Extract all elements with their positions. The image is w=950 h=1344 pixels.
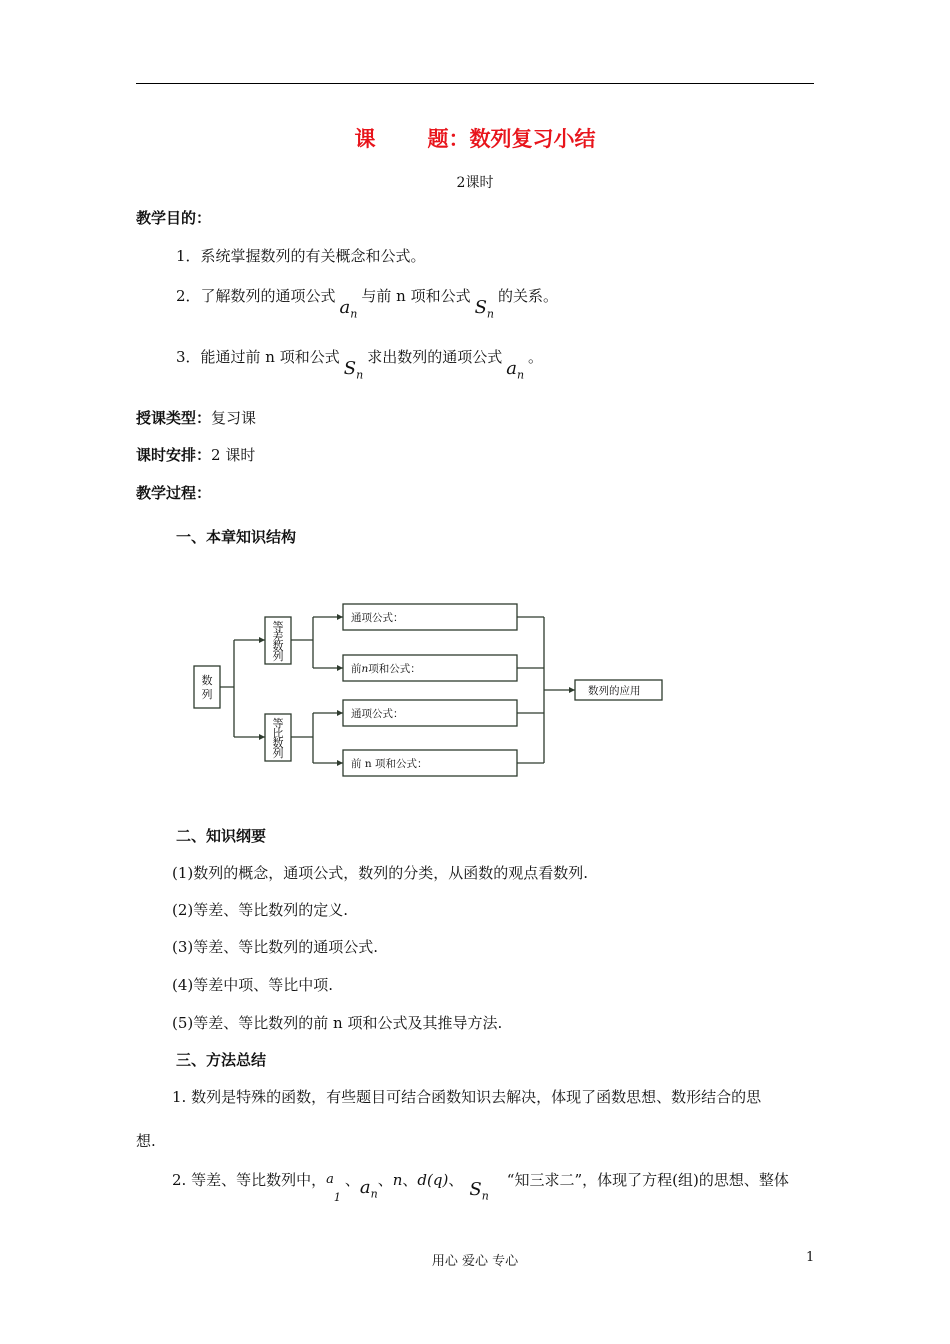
arith-char: 等 [272,620,284,633]
process-heading: 教学过程： [136,484,212,502]
geom-char: 数 [272,737,284,750]
geom-sum-label: 前 n 项和公式： [351,758,428,770]
a-1-symbol: $a_1$ [326,1172,341,1204]
geom-char: 列 [272,747,284,760]
objectives-heading: 教学目的： [136,209,212,227]
a-n-symbol: $a_n$ [506,358,525,382]
section-2-heading: 二、知识纲要 [176,827,267,845]
root-char: 列 [201,688,213,701]
lesson-schedule: 课时安排：2 课时 [136,446,256,464]
objective-3: 3．能通过前 n 项和公式$S_n$求出数列的通项公式$a_n$。 [176,348,544,382]
objective-1: 1．系统掌握数列的有关概念和公式。 [176,247,426,265]
method-1-line-1: 1. 数列是特殊的函数，有些题目可结合函数知识去解决，体现了函数思想、数形结合的思 [172,1088,762,1106]
page-number: 1 [806,1250,815,1265]
root-box [194,666,220,708]
geom-char: 等 [272,717,284,730]
outline-point: (1)数列的概念，通项公式，数列的分类，从函数的观点看数列. [172,864,589,882]
objective-2: 2．了解数列的通项公式$a_n$与前 n 项和公式$S_n$的关系。 [176,287,559,321]
lesson-type: 授课类型：复习课 [136,409,257,427]
outline-point: (4)等差中项、等比中项. [172,976,334,994]
s-n-symbol: $S_n$ [343,358,364,382]
arith-general-label: 通项公式： [351,612,404,624]
page-title: 课 题：数列复习小结 [354,127,596,151]
footer: 用心 爱心 专心 [431,1254,519,1269]
arith-char: 差 [272,630,284,643]
geom-general-label: 通项公式： [351,708,404,720]
outline-point: (5)等差、等比数列的前 n 项和公式及其推导方法. [172,1014,503,1032]
outline-point: (2)等差、等比数列的定义. [172,901,349,919]
method-1-line-2: 想. [136,1132,156,1150]
application-label: 数列的应用 [588,685,641,697]
root-char: 数 [201,674,213,687]
s-n-symbol: $S_n$ [469,1179,489,1203]
a-n-symbol: $a_n$ [359,1177,378,1201]
geom-char: 比 [272,727,284,740]
a-n-symbol: $a_n$ [339,297,358,321]
subtitle: 2课时 [456,175,494,191]
method-2-line: 2. 等差、等比数列中，$a_1$、$a_n$、n、d(q)、 $S_n“$知三求二”，体现了方程(组)的思想、整体 [172,1171,789,1204]
arith-char: 列 [272,650,284,663]
section-1-heading: 一、本章知识结构 [176,528,297,546]
arith-char: 数 [272,640,284,653]
s-n-symbol: $S_n$ [474,297,495,321]
section-3-heading: 三、方法总结 [176,1051,267,1069]
outline-point: (3)等差、等比数列的通项公式. [172,938,379,956]
arith-sum-label: 前n项和公式： [351,663,421,675]
